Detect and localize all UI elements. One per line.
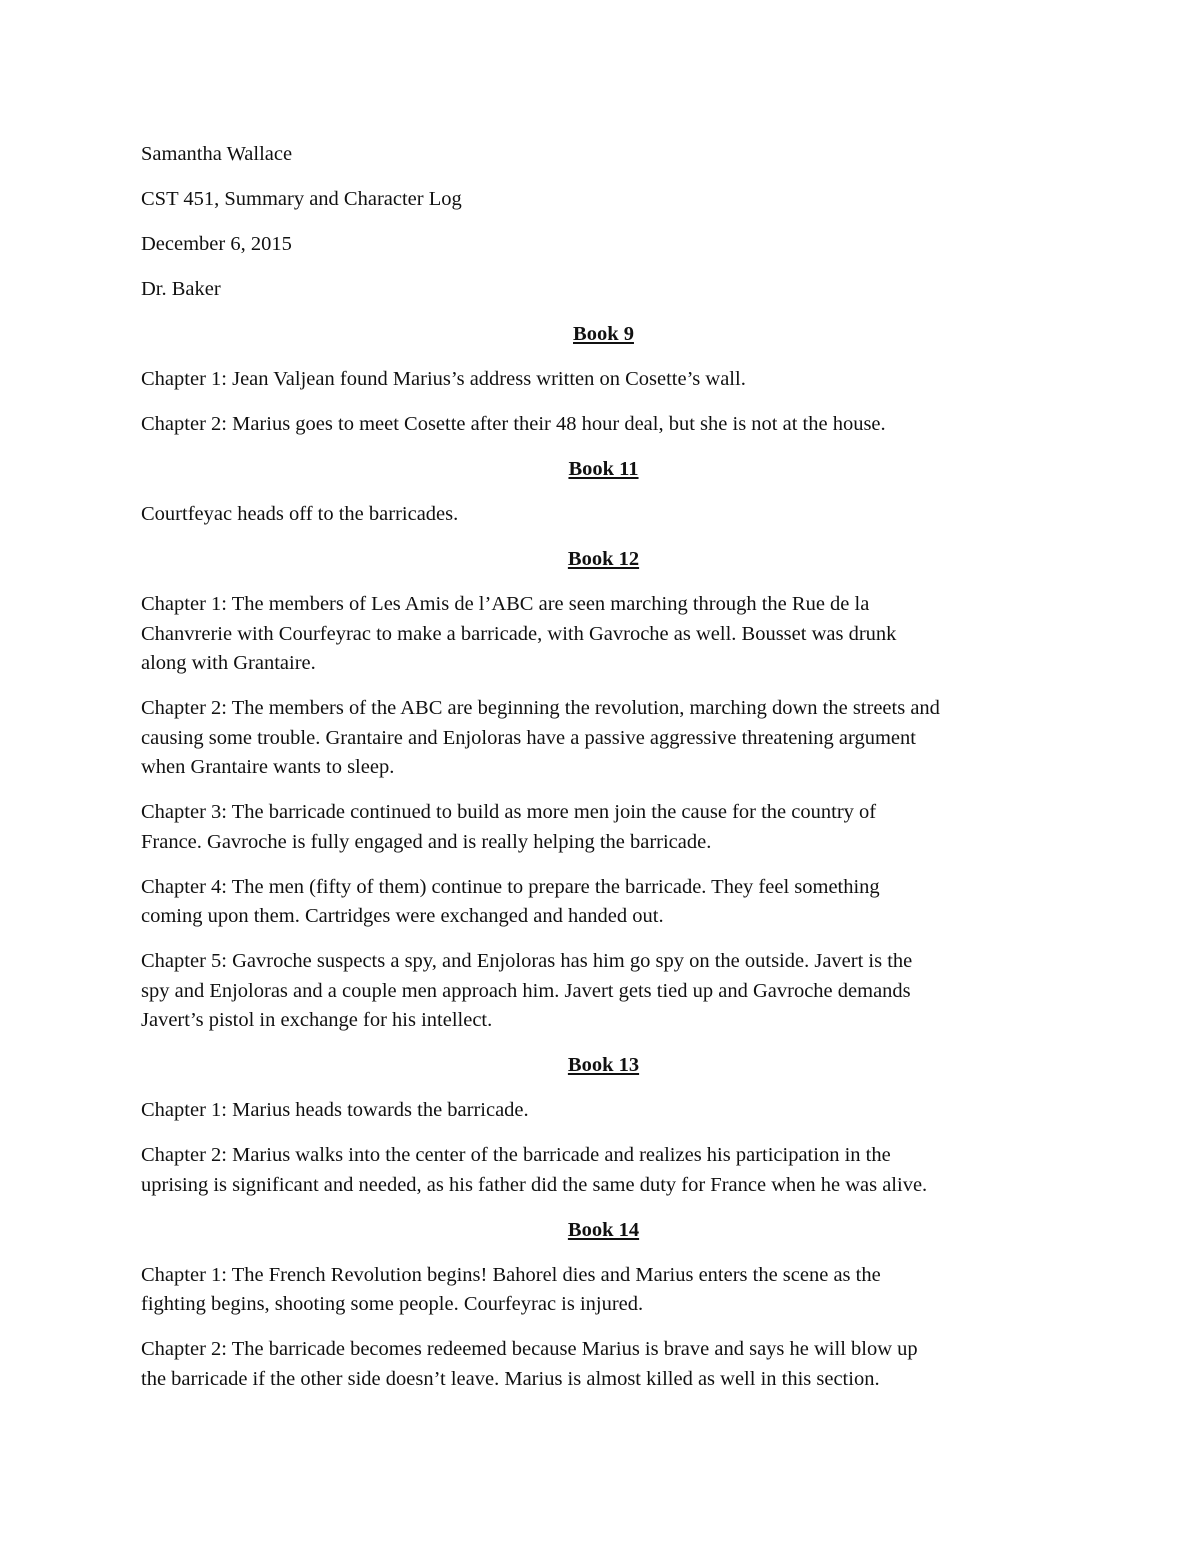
summary-paragraph [141,365,1066,395]
paragraph-line: Chapter 4: The men (fifty of them) continue to prepare the barricade. They feel something [141,875,880,898]
summary-paragraph [141,1335,1066,1394]
paragraph-line: Courtfeyac heads off to the barricades. [141,503,459,525]
paragraph-line: fighting begins, shooting some people. Courfeyrac is injured. [141,1293,644,1315]
summary-paragraph [141,1261,1066,1320]
paragraph-line: Chapter 1: Jean Valjean found Marius’s address written on Cosette’s wall. [141,368,746,390]
paragraph-line: coming upon them. Cartridges were exchanged and handed out. [141,905,664,927]
paragraph-line: uprising is significant and needed, as his father did the same duty for France when he was alive. [141,1173,928,1196]
summary-paragraph [141,694,1066,783]
paragraph-line: France. Gavroche is fully engaged and is really helping the barricade. [141,830,712,853]
instructor-name: Dr. Baker [141,278,221,300]
section-heading: Book 13 [567,1054,640,1076]
paragraph-line: the barricade if the other side doesn’t leave. Marius is almost killed as well in this section. [141,1367,880,1390]
paragraph-line: Chapter 1: Marius heads towards the barricade. [141,1099,529,1121]
paragraph-line: Chapter 1: The French Revolution begins! Bahorel dies and Marius enters the scene as the [141,1263,881,1286]
summary-paragraph [141,590,1066,679]
summary-paragraph [141,873,1066,932]
paragraph-line: along with Grantaire. [141,652,316,674]
summary-paragraph [141,410,1066,440]
summary-paragraph [141,798,1066,857]
section-heading: Book 12 [567,548,640,570]
summary-paragraph [141,500,1066,530]
paragraph-line: Chapter 2: Marius walks into the center of the barricade and realizes his participation in the [141,1144,891,1166]
section-heading: Book 14 [567,1218,640,1241]
paragraph-line: Chapter 2: The barricade becomes redeemed because Marius is brave and says he will blow up [141,1338,918,1360]
paragraph-line: spy and Enjoloras and a couple men approach him. Javert gets tied up and Gavroche demands [141,979,911,1002]
summary-paragraph [141,1096,1066,1126]
summary-paragraph [141,1141,1066,1200]
sections-container [141,320,1066,1394]
document-page [141,140,1066,1410]
author-name: Samantha Wallace [141,143,293,165]
paragraph-line: Chapter 5: Gavroche suspects a spy, and Enjoloras has him go spy on the outside. Javert is the [141,950,913,972]
paragraph-line: Chapter 1: The members of Les Amis de l’ABC are seen marching through the Rue de la [141,593,870,615]
paragraph-line: Chapter 3: The barricade continued to build as more men join the cause for the country of [141,801,877,823]
paragraph-line: causing some trouble. Grantaire and Enjoloras have a passive aggressive threatening argument [141,726,916,749]
document-date: December 6, 2015 [141,233,292,255]
summary-paragraph [141,947,1066,1036]
section-heading: Book 11 [568,458,639,480]
paragraph-line: Chapter 2: The members of the ABC are beginning the revolution, marching down the streets and [141,697,940,719]
paragraph-line: Chapter 2: Marius goes to meet Cosette after their 48 hour deal, but she is not at the house. [141,413,886,435]
paragraph-line: Javert’s pistol in exchange for his intellect. [141,1009,493,1031]
section-heading: Book 9 [573,323,634,345]
paragraph-line: Chanvrerie with Courfeyrac to make a barricade, with Gavroche as well. Bousset was drunk [141,622,897,645]
course-title: CST 451, Summary and Character Log [141,188,462,210]
paragraph-line: when Grantaire wants to sleep. [141,756,395,778]
